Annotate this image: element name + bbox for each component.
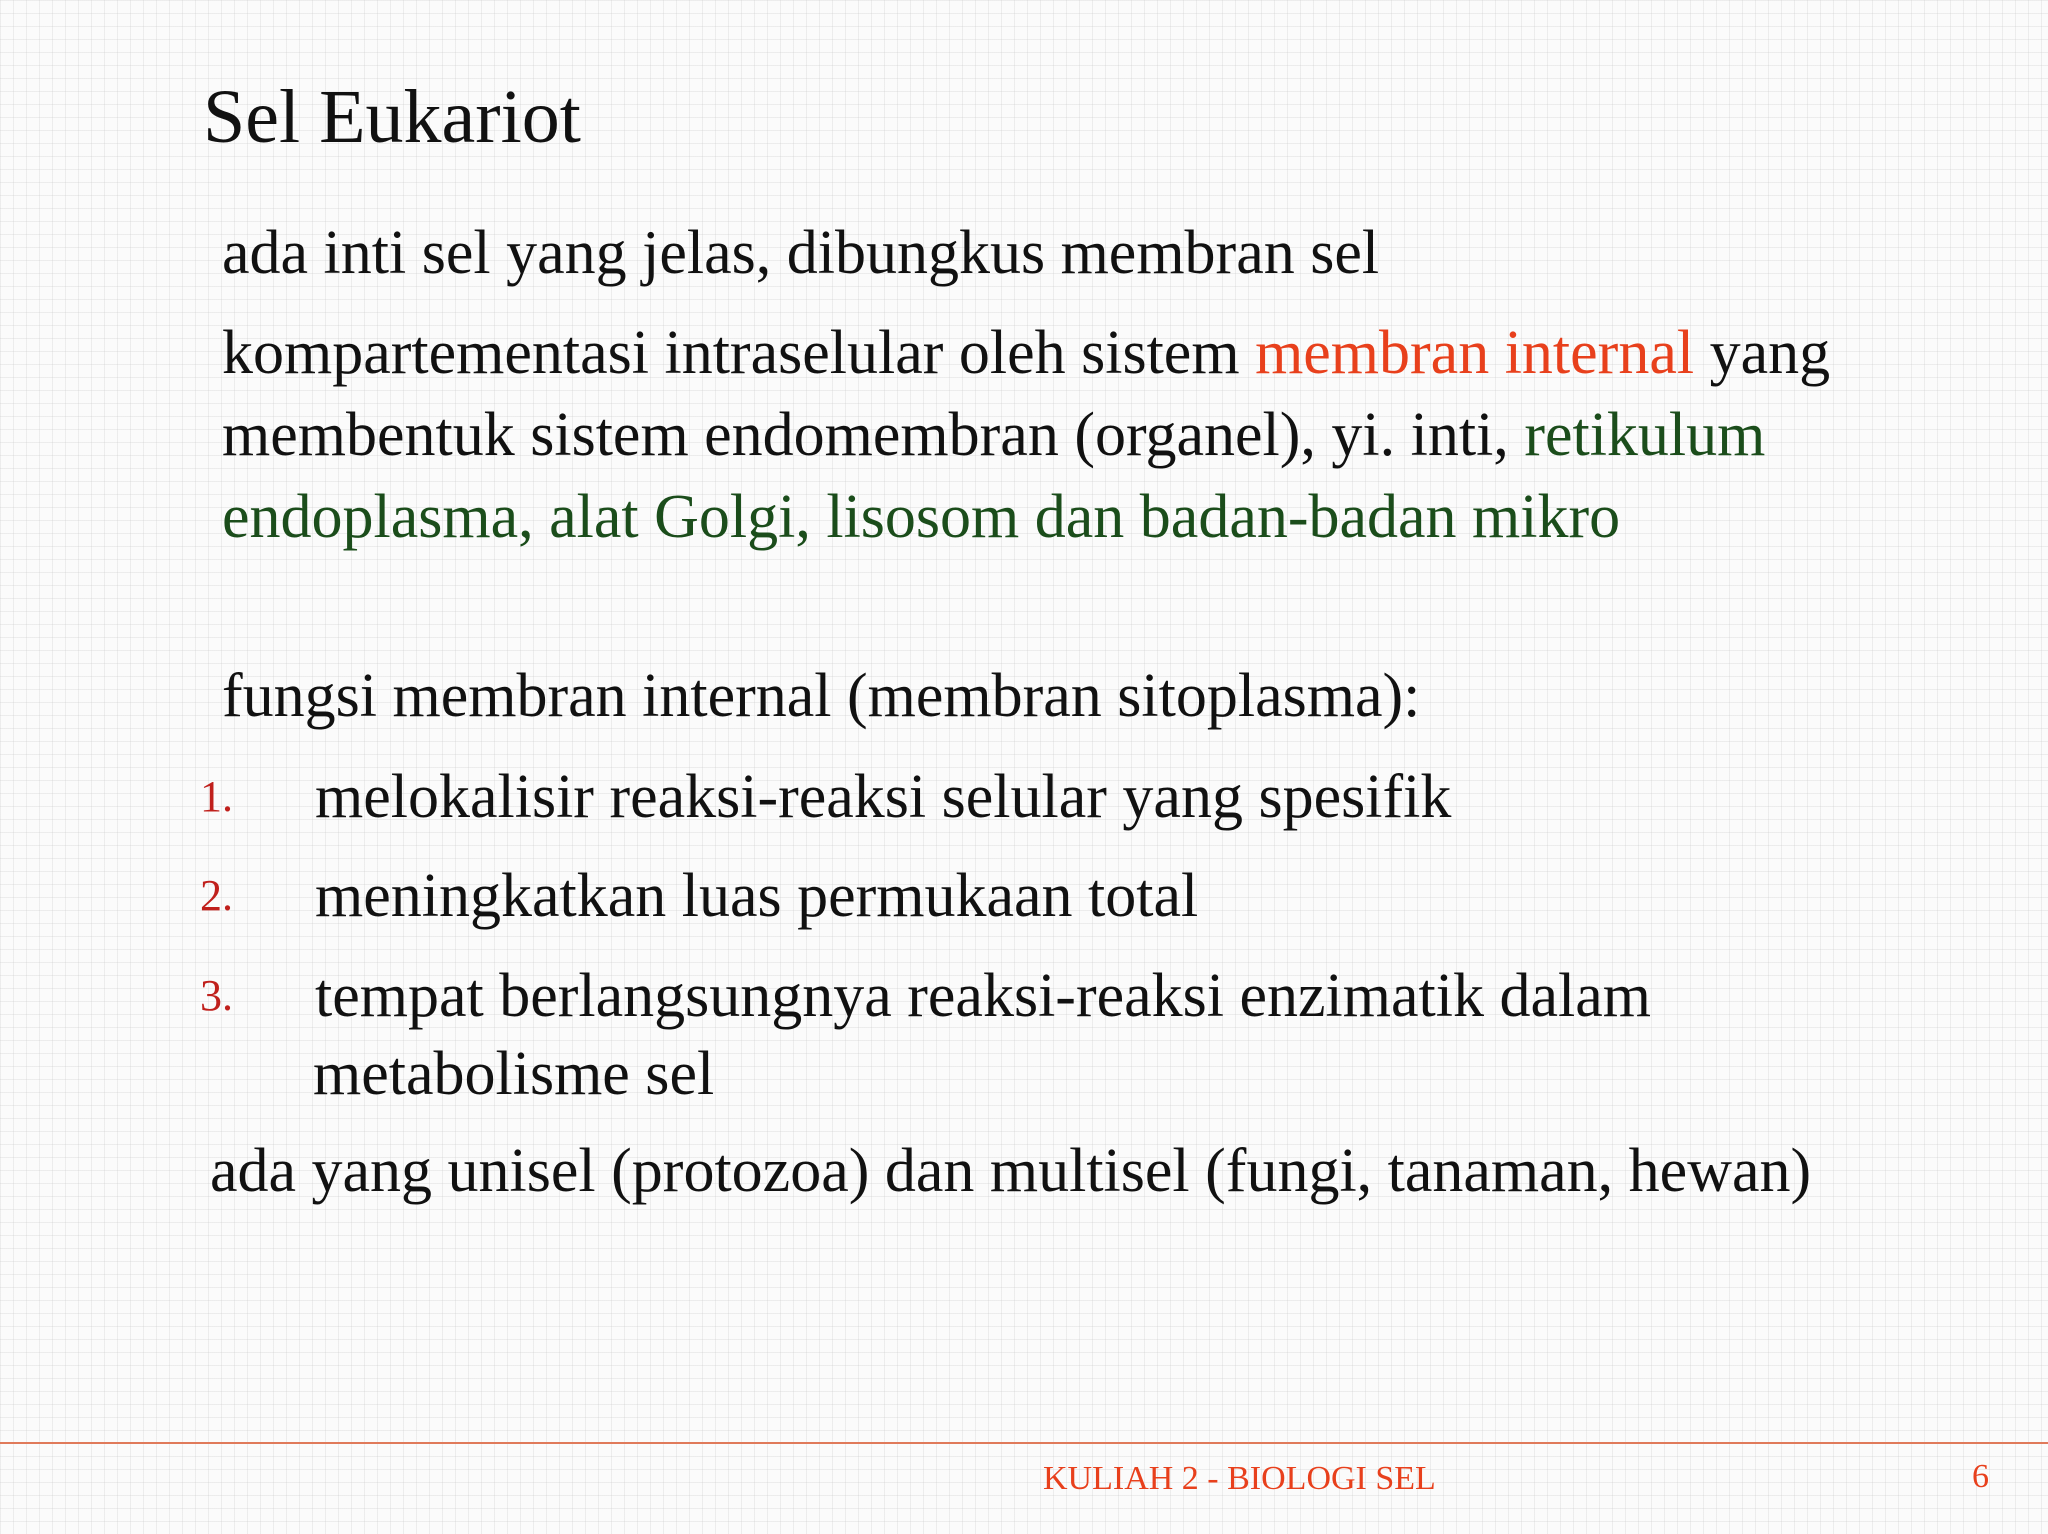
highlight-organelles: retikulum endoplasma, alat Golgi, lisosom dan badan-badan mikro xyxy=(222,401,1766,551)
list-number-2: 2. xyxy=(200,871,233,920)
slide-title: Sel Eukariot xyxy=(203,75,581,159)
footer-divider xyxy=(0,1442,2048,1444)
paragraph-compartment xyxy=(222,312,1872,558)
list-number-3: 3. xyxy=(200,971,233,1020)
paragraph-unicellular: ada yang unisel (protozoa) dan multisel (fungi, tanaman, hewan) xyxy=(210,1137,1812,1205)
list-item-1: melokalisir reaksi-reaksi selular yang spesifik xyxy=(315,763,1452,831)
paragraph-compartment-text-1: kompartementasi intraselular oleh sistem xyxy=(222,319,1256,387)
list-number-1: 1. xyxy=(200,772,233,821)
highlight-membran-internal: membran internal xyxy=(1255,319,1695,387)
list-item-2: meningkatkan luas permukaan total xyxy=(315,862,1199,930)
paragraph-nucleus: ada inti sel yang jelas, dibungkus membran sel xyxy=(222,219,1380,287)
footer-course-label: KULIAH 2 - BIOLOGI SEL xyxy=(1043,1460,1436,1497)
paragraph-function-heading: fungsi membran internal (membran sitoplasma): xyxy=(222,662,1421,730)
paragraph-compartment-text-2: yang membentuk sistem endomembran (organel), yi. inti, xyxy=(222,319,1831,469)
list-item-3-continuation: metabolisme sel xyxy=(313,1040,715,1108)
list-item-3: tempat berlangsungnya reaksi-reaksi enzimatik dalam xyxy=(315,962,1651,1030)
page-number: 6 xyxy=(1972,1458,1989,1495)
